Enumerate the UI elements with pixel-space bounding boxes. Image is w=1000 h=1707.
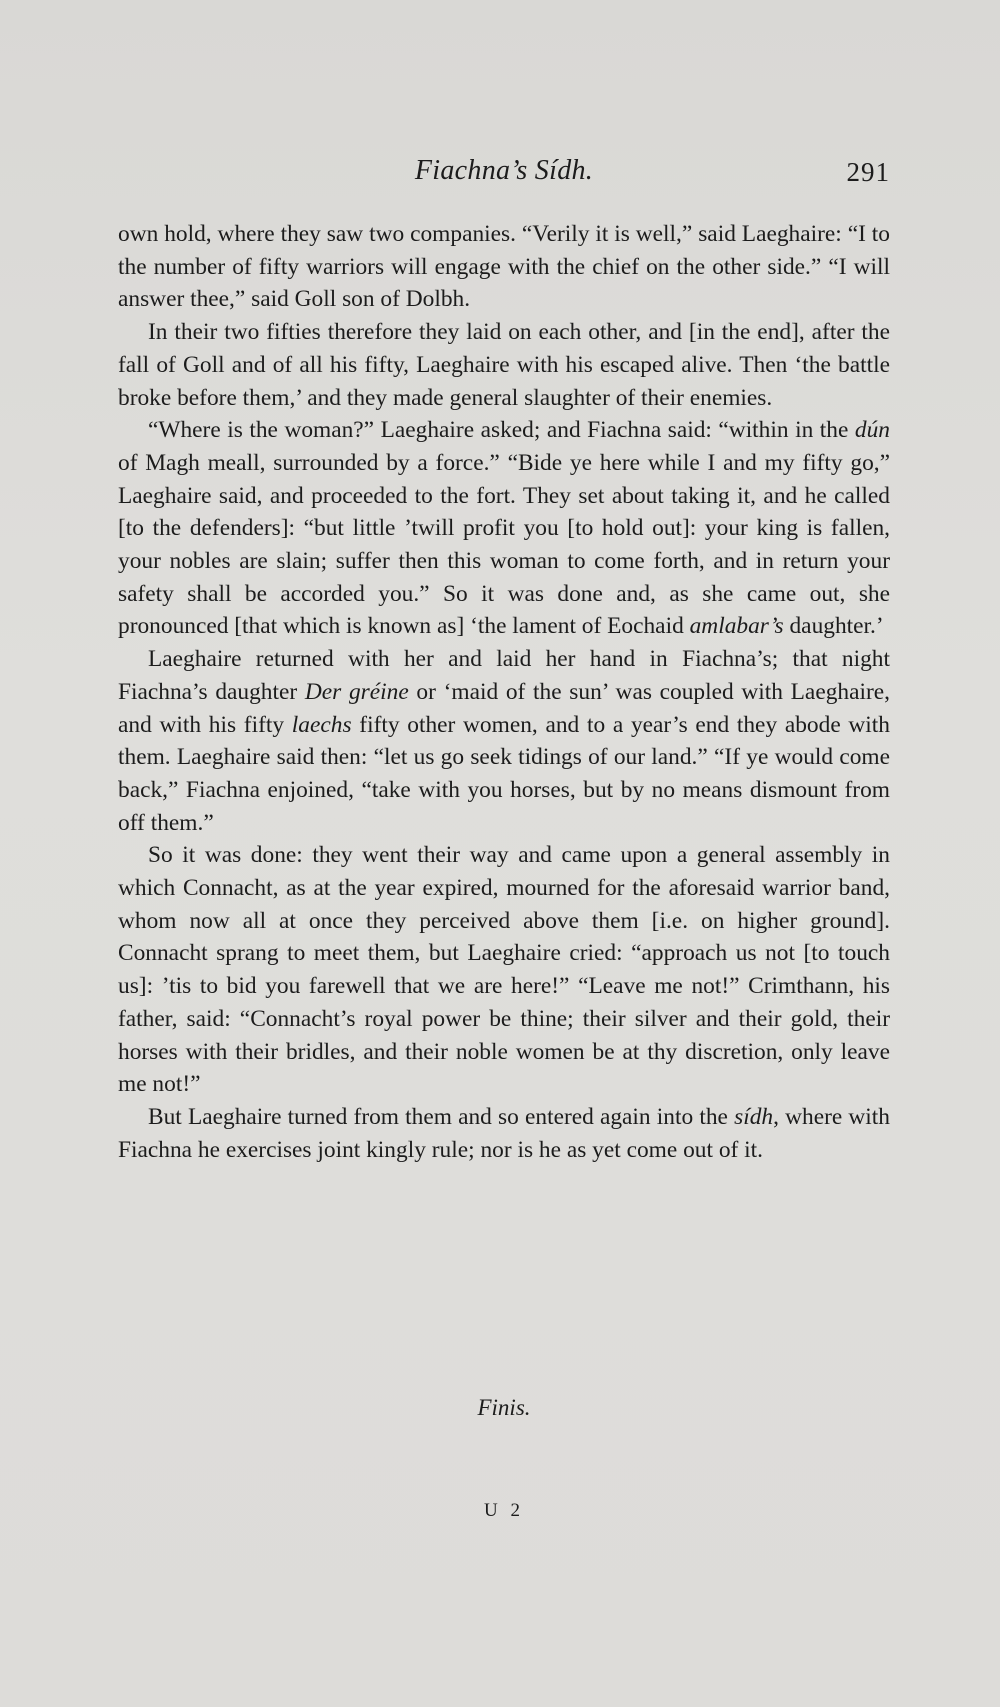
signature-mark: U 2 bbox=[484, 1500, 524, 1521]
text-run: In their two fifties therefore they laid on each other, and [in the end], after the fall of Goll and of all his fifty, Laeghaire with his escaped alive. Then ‘the battle broke before them,’ and they made general slaughter of their enemies. bbox=[118, 319, 890, 411]
paragraph bbox=[118, 839, 890, 1101]
paragraph bbox=[118, 414, 890, 643]
italic-term: amlabar’s bbox=[689, 613, 784, 640]
italic-term: dún bbox=[854, 417, 890, 444]
running-title: Fiachna’s Sídh. bbox=[414, 155, 594, 186]
paragraph bbox=[118, 316, 890, 414]
text-run: of Magh meall, surrounded by a force.” “Bide ye here while I and my fifty go,” Laeghaire said, and proceeded to the fort. They set about taking it, and he called [to the defenders]: “but little ’twill profit you [to hold out]: your king is fallen, your nobles are slain; suffer then this woman to come forth, and in return your safety shall be accorded you.” So it was done and, as she came out, she pronounced [that which is known as] ‘the lament of Eochaid bbox=[118, 449, 890, 640]
text-run: So it was done: they went their way and came upon a general assembly in which Connacht, as at the year expired, mourned for the aforesaid warrior band, whom now all at once they perceived above them [i.e. on higher ground]. Connacht sprang to meet them, but Laeghaire cried: “approach us not [to touch us]: ’tis to bid you farewell that we are here!” “Leave me not!” Crimthann, his father, said: “Connacht’s royal power be thine; their silver and their gold, their horses with their bridles, and their noble women be at thy discretion, only leave me not!” bbox=[118, 842, 890, 1098]
text-run: daughter.’ bbox=[783, 613, 884, 640]
text-run: , where with Fiachna he exercises joint kingly rule; nor is he as yet come out of it. bbox=[118, 1103, 890, 1163]
text-run: But Laeghaire turned from them and so entered again into the bbox=[148, 1103, 735, 1130]
text-run: fifty other women, and to a year’s end they abode with them. Laeghaire said then: “let us go seek tidings of our land.” “If ye would come back,” Fiachna enjoined, “take with you horses, but by no means dismount from off them.” bbox=[118, 711, 891, 836]
text-run: own hold, where they saw two companies. “Verily it is well,” said Laeghaire: “I to the number of fifty warriors will engage with the chief on the other side.” “I will answer thee,” said Goll son of Dolbh. bbox=[118, 221, 890, 313]
finis-label: Finis. bbox=[477, 1395, 531, 1420]
italic-term: Der gréine bbox=[304, 678, 409, 705]
italic-term: sídh bbox=[734, 1103, 774, 1130]
page-header bbox=[118, 155, 890, 195]
paragraph bbox=[118, 1101, 890, 1166]
text-run: or ‘maid of the sun’ was coupled with Laeghaire, and with his fifty bbox=[118, 678, 890, 738]
body-text bbox=[118, 218, 890, 1166]
paragraph bbox=[118, 643, 890, 839]
text-run: “Where is the woman?” Laeghaire asked; and Fiachna said: “within in the bbox=[148, 417, 855, 444]
page-number: 291 bbox=[846, 157, 890, 187]
paragraph bbox=[118, 218, 890, 316]
italic-term: laechs bbox=[291, 711, 352, 738]
text-run: Laeghaire returned with her and laid her hand in Fiachna’s; that night Fiachna’s daughter bbox=[118, 646, 890, 705]
